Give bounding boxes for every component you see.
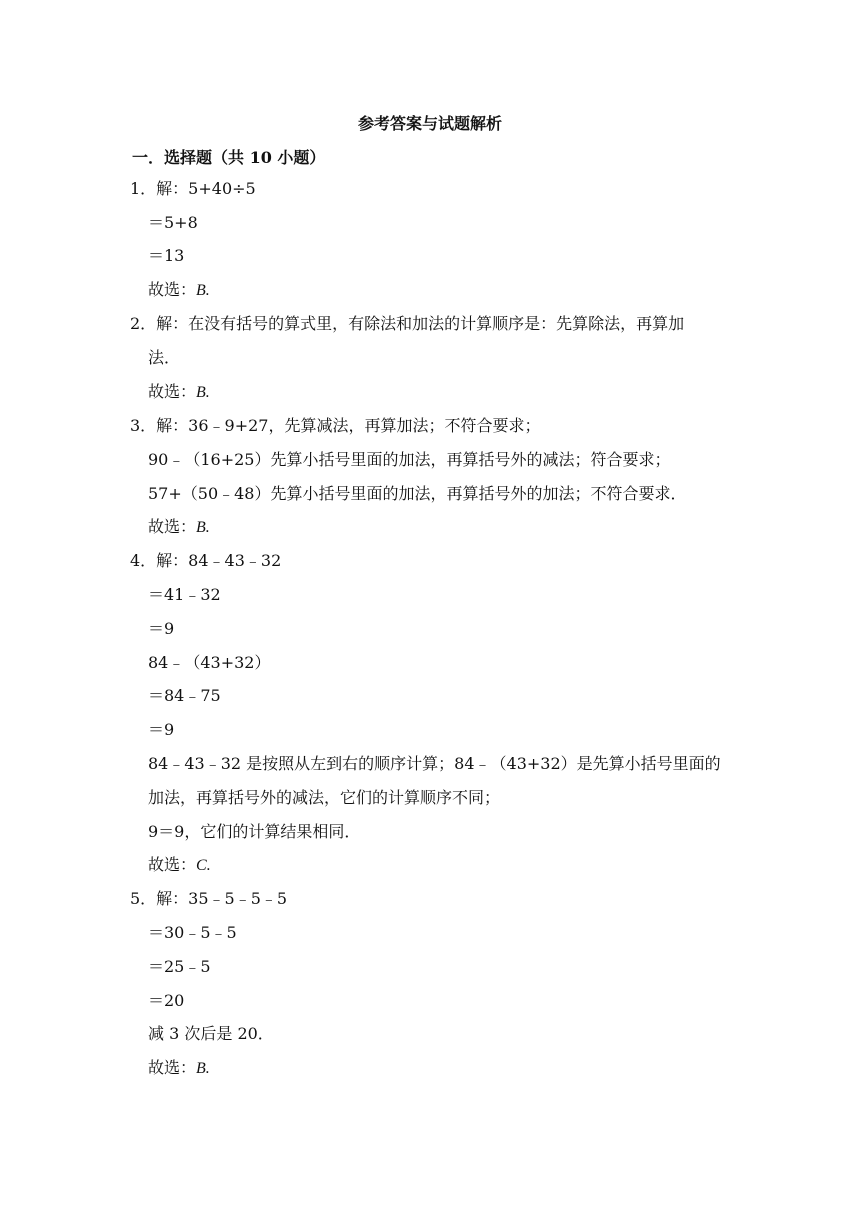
q2-lead: 2．解：在没有括号的算式里，有除法和加法的计算顺序是：先算除法，再算加 <box>130 314 685 333</box>
q1-line-2: ＝5+8 <box>148 213 198 232</box>
q3-answer-line <box>148 516 210 539</box>
page-title: 参考答案与试题解析 <box>357 114 502 133</box>
q2-line-2: 法． <box>148 348 181 367</box>
q4-line-2: ＝41﹣32 <box>148 585 221 604</box>
q4-line-4: 84﹣（43+32） <box>148 653 271 672</box>
q1-answer-line <box>148 279 210 302</box>
q5-line-5: 减 3 次后是 20． <box>148 1024 274 1043</box>
answer-prefix: 故选： <box>148 855 197 874</box>
q4-line-3: ＝9 <box>148 619 175 638</box>
q2-answer: B. <box>196 384 210 401</box>
q5-lead: 5．解：35﹣5﹣5﹣5 <box>130 889 288 908</box>
q3-line-2: 90﹣（16+25）先算小括号里面的加法，再算括号外的减法；符合要求； <box>148 450 671 469</box>
q5-line-4: ＝20 <box>148 991 185 1010</box>
q4-line-8: 加法，再算括号外的减法，它们的计算顺序不同； <box>148 788 501 807</box>
q5-line-3: ＝25﹣5 <box>148 957 211 976</box>
q4-line-5: ＝84﹣75 <box>148 686 221 705</box>
q4-answer-line <box>148 854 211 877</box>
q3-line-3: 57+（50﹣48）先算小括号里面的加法，再算括号外的加法；不符合要求． <box>148 484 687 503</box>
q1-lead: 1．解：5+40÷5 <box>130 179 256 198</box>
q4-lead: 4．解：84﹣43﹣32 <box>130 551 282 570</box>
q3-lead: 3．解：36﹣9+27，先算减法，再算加法；不符合要求； <box>130 416 541 435</box>
answer-prefix: 故选： <box>148 280 197 299</box>
q1-answer: B. <box>196 282 210 299</box>
q4-line-6: ＝9 <box>148 720 175 739</box>
answer-prefix: 故选： <box>148 1058 197 1077</box>
q4-line-7: 84﹣43﹣32 是按照从左到右的顺序计算；84﹣（43+32）是先算小括号里面的 <box>148 754 721 773</box>
q4-answer: C. <box>196 857 211 874</box>
q5-answer-line <box>148 1057 210 1080</box>
q5-answer: B. <box>196 1060 210 1077</box>
section-heading: 一．选择题（共 10 小题） <box>132 148 326 167</box>
q2-answer-line <box>148 381 210 404</box>
q1-line-3: ＝13 <box>148 246 185 265</box>
q3-answer: B. <box>196 519 210 536</box>
answer-prefix: 故选： <box>148 382 197 401</box>
q5-line-2: ＝30﹣5﹣5 <box>148 923 237 942</box>
q4-line-9: 9＝9，它们的计算结果相同． <box>148 822 361 841</box>
answer-prefix: 故选： <box>148 517 197 536</box>
